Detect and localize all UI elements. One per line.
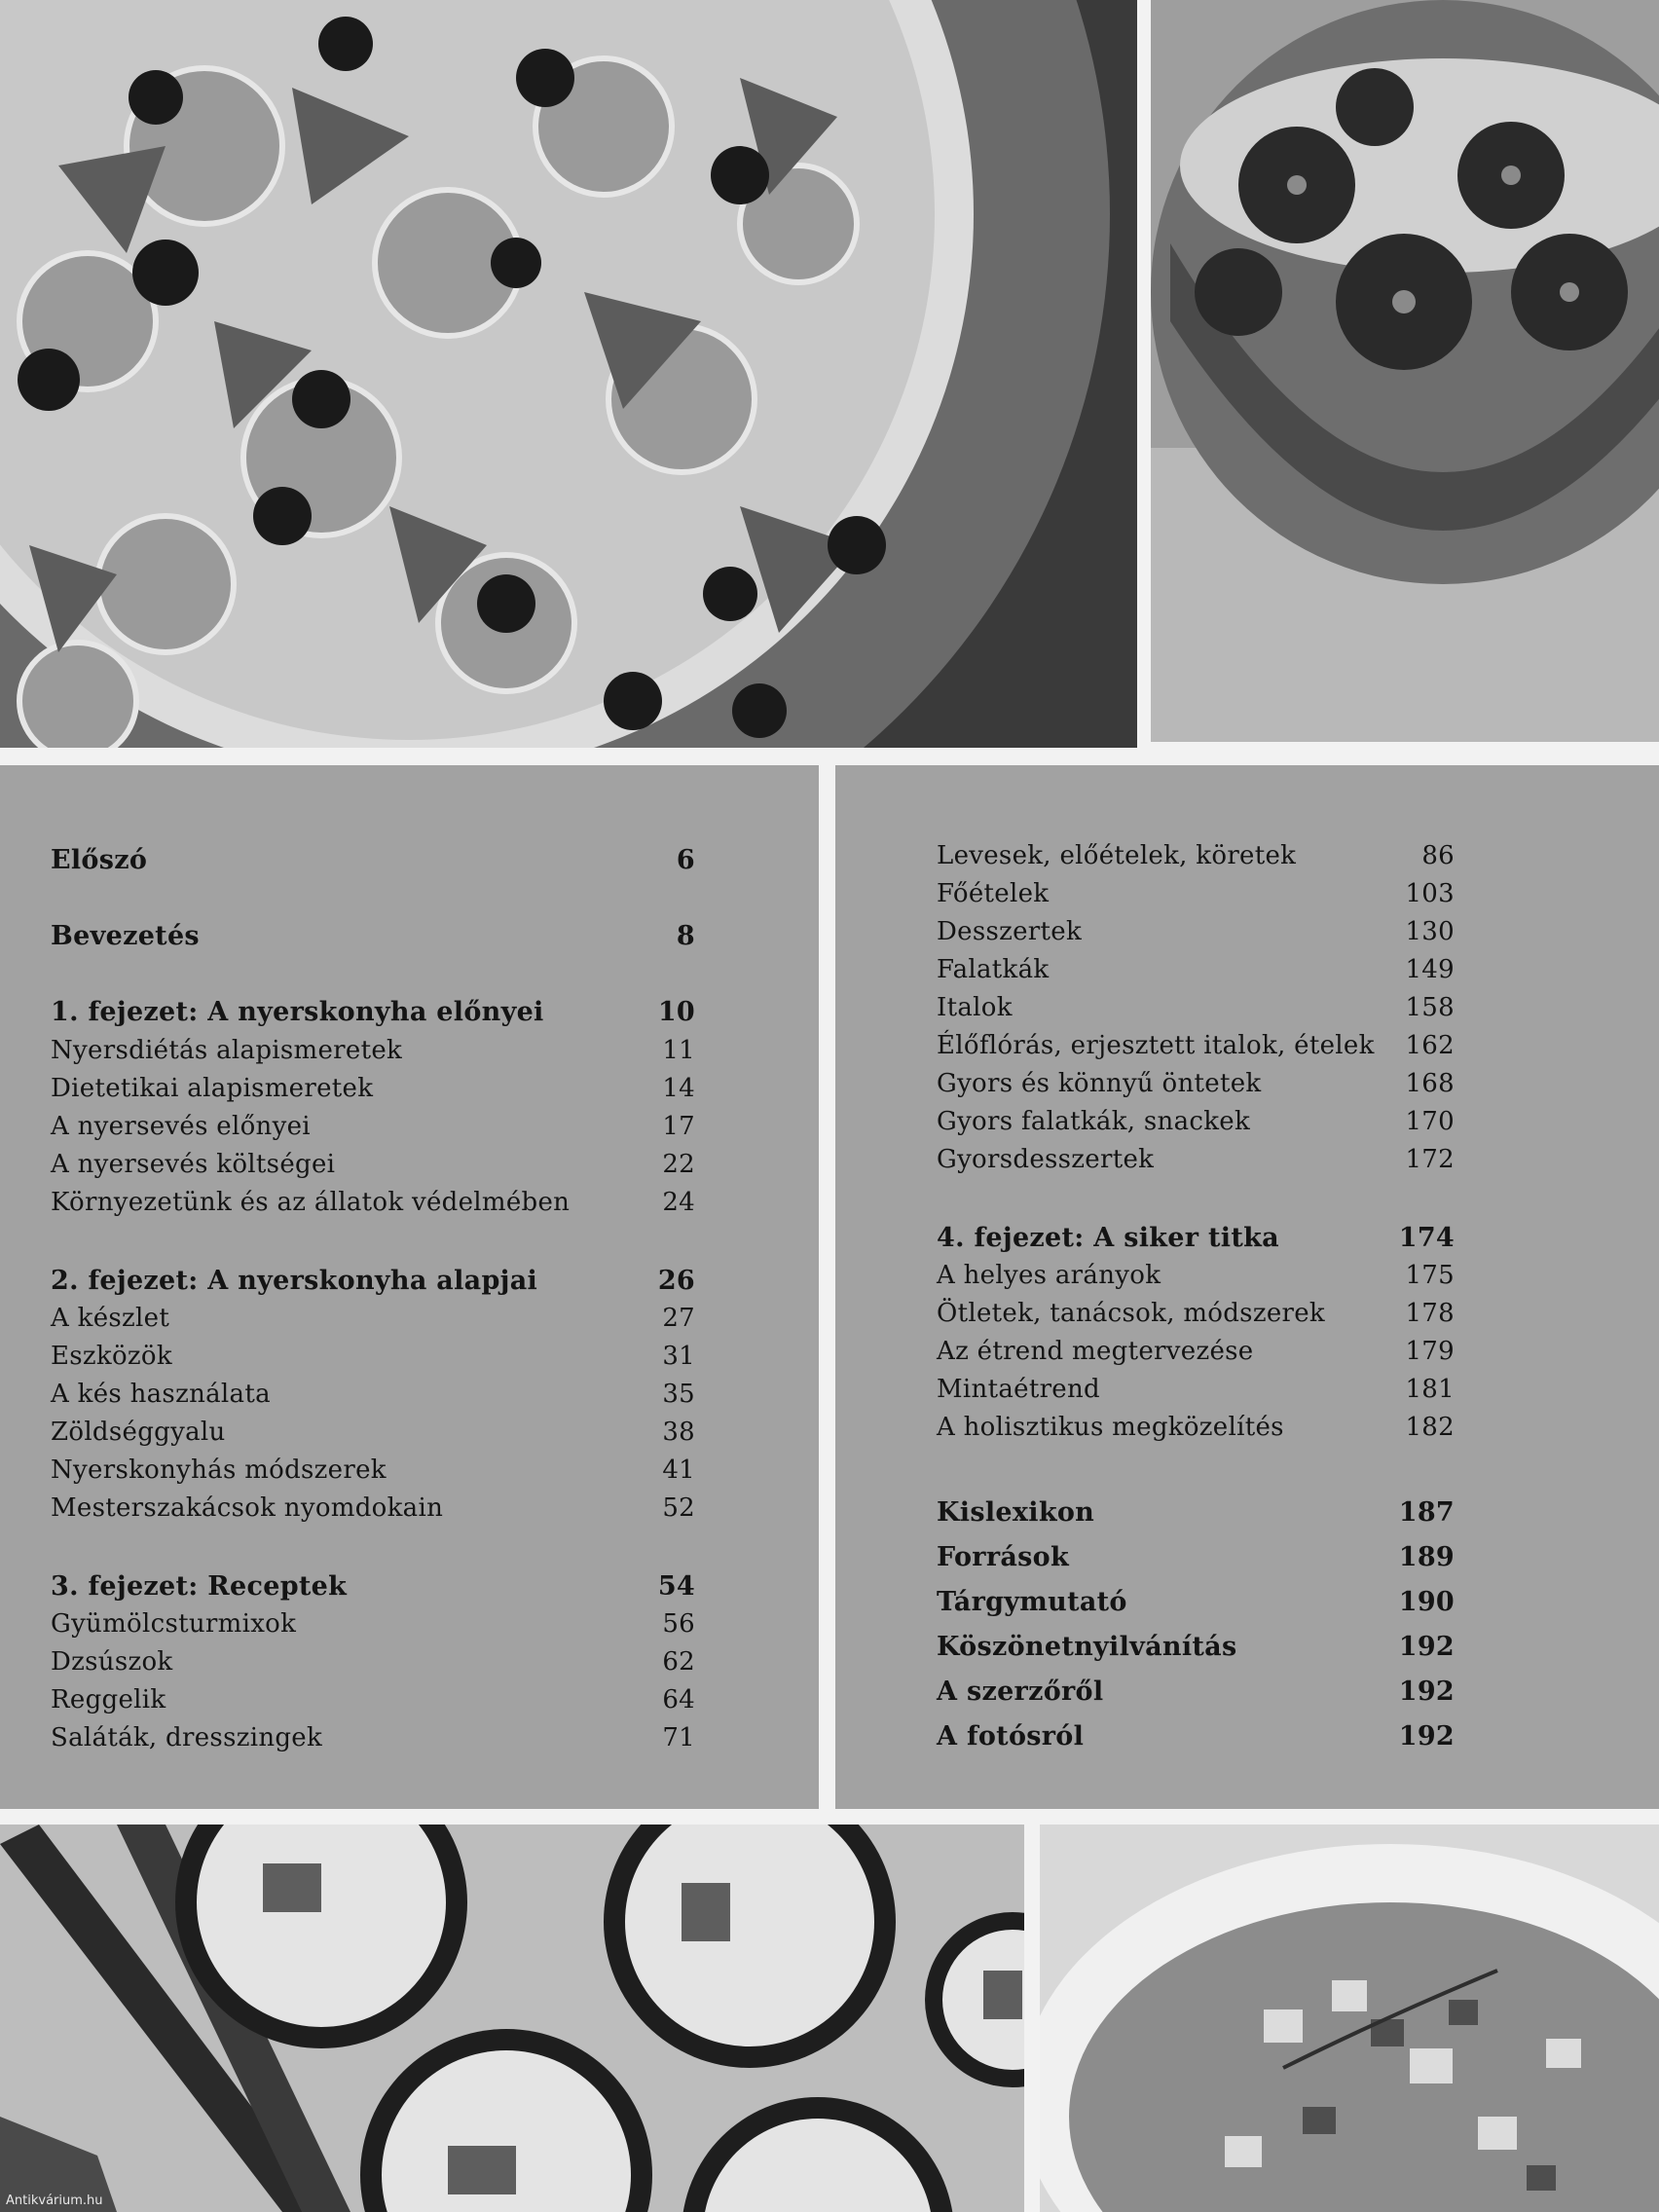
toc-panel-left [0,765,819,1809]
toc-entry-title: Gyümölcsturmixok [51,1609,297,1639]
toc-panel-right [835,765,1659,1809]
toc-entry[interactable] [937,1261,1455,1290]
toc-entry-title: Források [937,1542,1069,1572]
toc-entry[interactable] [937,955,1455,984]
toc-entry[interactable] [51,1609,695,1639]
toc-entry-page: 62 [662,1647,695,1677]
toc-entry-page: 178 [1405,1299,1455,1328]
toc-entry-page: 170 [1405,1107,1455,1136]
toc-entry-page: 86 [1421,841,1455,870]
toc-entry-title: Falatkák [937,955,1050,984]
toc-entry-page: 54 [657,1571,695,1602]
toc-entry[interactable] [51,1647,695,1677]
toc-entry-title: Előszó [51,845,148,875]
toc-entry-title: A szerzőről [937,1677,1104,1707]
toc-entry[interactable] [51,1112,695,1141]
toc-entry[interactable] [51,1342,695,1371]
toc-entry-page: 174 [1398,1223,1455,1253]
toc-entry-title: A készlet [51,1304,170,1333]
toc-entry[interactable] [51,1150,695,1179]
toc-entry-page: 52 [662,1493,695,1523]
toc-entry[interactable] [51,1380,695,1409]
toc-entry-title: Tárgymutató [937,1587,1127,1617]
toc-entry[interactable] [937,1677,1455,1707]
toc-entry-page: 181 [1405,1375,1455,1404]
toc-entry-title: Főételek [937,879,1050,908]
toc-entry[interactable] [51,1304,695,1333]
toc-entry-title: Gyorsdesszertek [937,1145,1155,1174]
toc-entry-title: Mesterszakácsok nyomdokain [51,1493,444,1523]
toc-entry-page: 26 [657,1266,695,1296]
toc-entry[interactable] [51,1418,695,1447]
toc-entry-title: Dietetikai alapismeretek [51,1074,374,1103]
toc-entry-title: Bevezetés [51,921,200,951]
toc-entry-page: 130 [1405,917,1455,946]
toc-entry-page: 27 [662,1304,695,1333]
toc-entry-page: 158 [1405,993,1455,1022]
toc-entry-title: 1. fejezet: A nyerskonyha előnyei [51,997,544,1027]
toc-entry[interactable] [937,993,1455,1022]
toc-entry-title: Az étrend megtervezése [937,1337,1254,1366]
toc-entry-page: 162 [1405,1031,1455,1060]
toc-entry-page: 187 [1398,1497,1455,1528]
toc-entry-page: 38 [662,1418,695,1447]
toc-entry-title: Nyersdiétás alapismeretek [51,1036,403,1065]
toc-entry-page: 14 [662,1074,695,1103]
toc-entry-title: Ötletek, tanácsok, módszerek [937,1299,1325,1328]
toc-entry-title: A nyersevés előnyei [51,1112,311,1141]
toc-entry-page: 64 [662,1685,695,1714]
toc-entry[interactable] [51,1456,695,1485]
toc-entry-page: 11 [662,1036,695,1065]
toc-entry[interactable] [937,1587,1455,1617]
toc-entry-page: 192 [1398,1632,1455,1662]
toc-entry-title: Élőflórás, erjesztett italok, ételek [937,1031,1375,1060]
toc-entry[interactable] [51,1036,695,1065]
toc-entry[interactable] [51,1571,695,1602]
toc-entry-title: Italok [937,993,1013,1022]
toc-entry-title: Eszközök [51,1342,172,1371]
toc-entry-title: Kislexikon [937,1497,1095,1528]
toc-entry-title: Dzsúszok [51,1647,173,1677]
toc-entry[interactable] [51,1723,695,1752]
toc-entry-page: 189 [1398,1542,1455,1572]
toc-entry-title: Saláták, dresszingek [51,1723,323,1752]
toc-entry[interactable] [51,1266,695,1296]
toc-entry-title: Reggelik [51,1685,166,1714]
toc-entry-title: A kés használata [51,1380,271,1409]
toc-entry[interactable] [937,917,1455,946]
toc-entry[interactable] [937,1107,1455,1136]
toc-entry-title: Zöldséggyalu [51,1418,226,1447]
toc-entry[interactable] [937,1031,1455,1060]
toc-entry-page: 22 [662,1150,695,1179]
toc-entry-title: Gyors és könnyű öntetek [937,1069,1262,1098]
toc-entry-page: 31 [662,1342,695,1371]
toc-entry-title: 3. fejezet: Receptek [51,1571,348,1602]
toc-entry-page: 175 [1405,1261,1455,1290]
toc-entry-page: 35 [662,1380,695,1409]
toc-entry-page: 149 [1405,955,1455,984]
sushi-rolls-photo [0,1825,1024,2212]
toc-entry[interactable] [51,1188,695,1217]
toc-entry-page: 10 [657,997,695,1027]
watermark: Antikvárium.hu [6,2194,103,2208]
toc-entry-page: 24 [662,1188,695,1217]
soup-bowl-photo [1040,1825,1659,2212]
toc-entry[interactable] [937,1721,1455,1751]
toc-entry[interactable] [937,1632,1455,1662]
toc-entry[interactable] [937,1145,1455,1174]
toc-entry-title: Nyerskonyhás módszerek [51,1456,387,1485]
toc-entry[interactable] [51,1074,695,1103]
toc-entry-title: 4. fejezet: A siker titka [937,1223,1279,1253]
toc-entry-title: Mintaétrend [937,1375,1100,1404]
toc-entry-page: 56 [662,1609,695,1639]
toc-entry-title: Környezetünk és az állatok védelmében [51,1188,571,1217]
toc-entry[interactable] [937,1299,1455,1328]
toc-entry-page: 168 [1405,1069,1455,1098]
toc-entry[interactable] [51,1493,695,1523]
toc-list-right [937,765,1455,1809]
toc-entry[interactable] [937,1375,1455,1404]
toc-entry[interactable] [51,1685,695,1714]
toc-entry[interactable] [51,845,695,875]
toc-entry-page: 179 [1405,1337,1455,1366]
toc-entry[interactable] [51,921,695,951]
toc-entry[interactable] [937,879,1455,908]
toc-entry[interactable] [937,1069,1455,1098]
toc-entry[interactable] [51,997,695,1027]
toc-entry-page: 103 [1405,879,1455,908]
toc-entry-title: A helyes arányok [937,1261,1161,1290]
toc-entry[interactable] [937,1223,1455,1253]
toc-entry-page: 17 [662,1112,695,1141]
toc-entry-page: 71 [662,1723,695,1752]
toc-entry-title: 2. fejezet: A nyerskonyha alapjai [51,1266,538,1296]
broccoli-salad-photo [1151,0,1659,742]
toc-entry-page: 6 [676,845,695,875]
toc-entry[interactable] [937,1337,1455,1366]
toc-entry[interactable] [937,1542,1455,1572]
toc-entry-title: Köszönetnyilvánítás [937,1632,1237,1662]
toc-list-left [51,765,695,1809]
toc-entry-page: 192 [1398,1721,1455,1751]
fruit-tart-photo [0,0,1137,748]
toc-entry-page: 8 [676,921,695,951]
toc-entry-title: A nyersevés költségei [51,1150,336,1179]
toc-entry[interactable] [937,1497,1455,1528]
toc-entry-title: Desszertek [937,917,1083,946]
toc-entry-page: 182 [1405,1413,1455,1442]
toc-entry-page: 172 [1405,1145,1455,1174]
toc-entry-title: Gyors falatkák, snackek [937,1107,1251,1136]
toc-entry-title: A fotósról [937,1721,1085,1751]
toc-entry[interactable] [937,1413,1455,1442]
toc-entry-title: Levesek, előételek, köretek [937,841,1297,870]
toc-entry-page: 190 [1398,1587,1455,1617]
toc-entry-page: 41 [662,1456,695,1485]
toc-entry-page: 192 [1398,1677,1455,1707]
toc-entry[interactable] [937,841,1455,870]
toc-entry-title: A holisztikus megközelítés [937,1413,1284,1442]
